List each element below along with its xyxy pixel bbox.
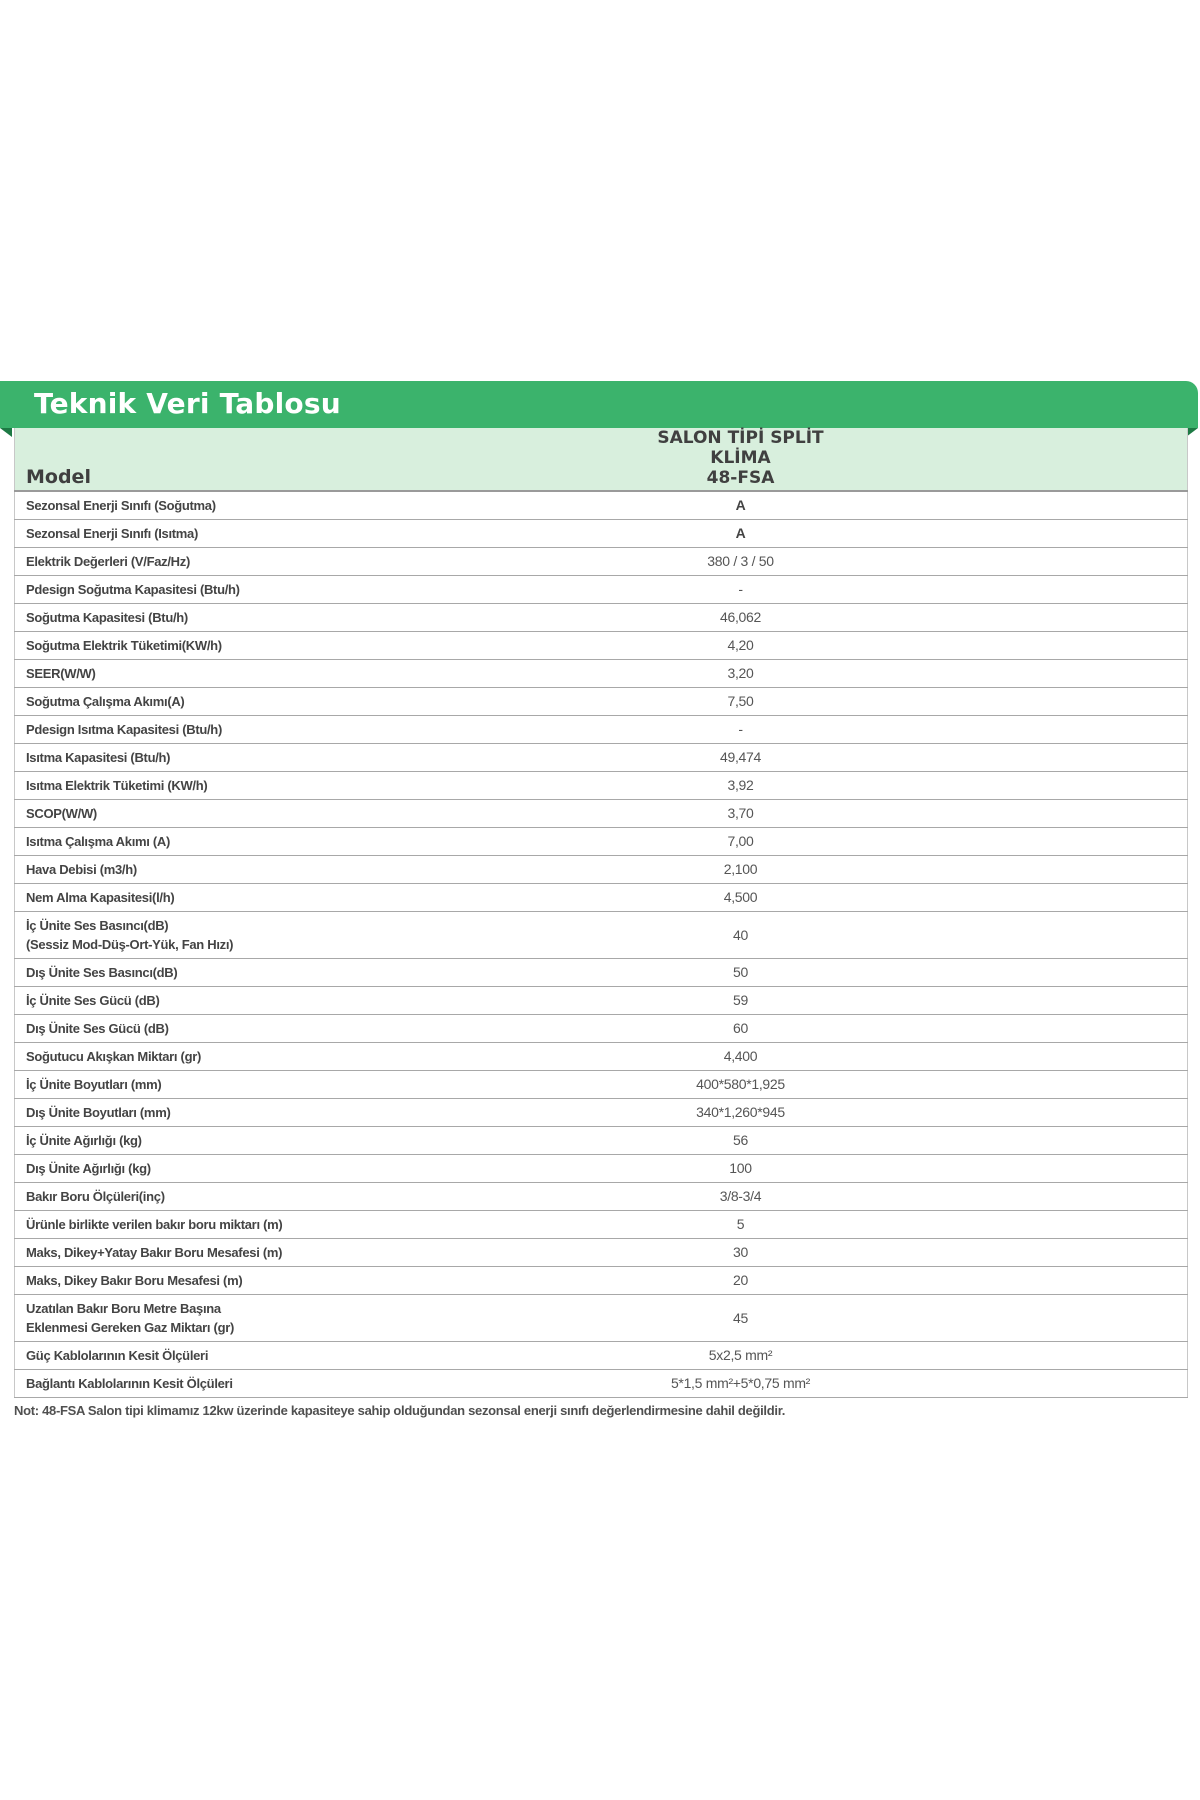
spec-label-text: Uzatılan Bakır Boru Metre Başına xyxy=(26,1301,221,1316)
spec-label xyxy=(15,1127,419,1155)
spec-label xyxy=(15,1342,419,1370)
spec-value-text: 3/8-3/4 xyxy=(719,1188,762,1204)
spec-label xyxy=(15,828,419,856)
spec-value xyxy=(419,987,1188,1015)
table-row xyxy=(15,688,1188,716)
spec-label xyxy=(15,1043,419,1071)
spec-label xyxy=(15,1071,419,1099)
spec-label-text: Dış Ünite Ses Basıncı(dB) xyxy=(26,965,178,980)
spec-label xyxy=(15,1239,419,1267)
spec-table-body xyxy=(15,491,1188,1398)
table-row xyxy=(15,987,1188,1015)
spec-label xyxy=(15,688,419,716)
spec-value xyxy=(419,1183,1188,1211)
spec-value xyxy=(419,576,1188,604)
table-row xyxy=(15,1183,1188,1211)
table-row xyxy=(15,912,1188,959)
spec-label-text: Soğutma Kapasitesi (Btu/h) xyxy=(26,610,188,625)
spec-value xyxy=(419,800,1188,828)
spec-label xyxy=(15,576,419,604)
table-row xyxy=(15,828,1188,856)
table-row xyxy=(15,1015,1188,1043)
spec-label-text: İç Ünite Boyutları (mm) xyxy=(26,1077,162,1092)
spec-label xyxy=(15,548,419,576)
spec-label xyxy=(15,884,419,912)
spec-value-text: A xyxy=(735,497,746,513)
spec-label xyxy=(15,800,419,828)
spec-value-text: 20 xyxy=(733,1272,748,1288)
table-row xyxy=(15,1127,1188,1155)
spec-label xyxy=(15,1267,419,1295)
spec-label xyxy=(15,1183,419,1211)
spec-value-text: 340*1,260*945 xyxy=(696,1104,785,1120)
product-model-code: 48-FSA xyxy=(706,468,775,488)
spec-value xyxy=(419,1211,1188,1239)
spec-value xyxy=(419,1239,1188,1267)
spec-value xyxy=(419,884,1188,912)
table-row xyxy=(15,1071,1188,1099)
spec-label-text: İç Ünite Ses Basıncı(dB) xyxy=(26,918,169,933)
product-header xyxy=(419,428,1188,491)
spec-label xyxy=(15,772,419,800)
spec-value-text: 100 xyxy=(729,1160,752,1176)
spec-label-subtext: Eklenmesi Gereken Gaz Miktarı (gr) xyxy=(26,1320,234,1335)
spec-value-text: 46,062 xyxy=(719,609,762,625)
spec-value-text: A xyxy=(735,525,746,541)
spec-value-text: - xyxy=(738,721,743,737)
spec-label-text: Hava Debisi (m3/h) xyxy=(26,862,137,877)
table-row xyxy=(15,1211,1188,1239)
spec-label xyxy=(15,1155,419,1183)
spec-label xyxy=(15,716,419,744)
spec-label-text: İç Ünite Ses Gücü (dB) xyxy=(26,993,160,1008)
spec-value xyxy=(419,604,1188,632)
spec-value-text: 50 xyxy=(733,964,748,980)
spec-label xyxy=(15,856,419,884)
spec-label-text: Güç Kablolarının Kesit Ölçüleri xyxy=(26,1348,209,1363)
spec-label xyxy=(15,491,419,520)
page-title: Teknik Veri Tablosu xyxy=(34,387,341,420)
spec-value-text: 7,50 xyxy=(727,693,754,709)
table-row xyxy=(15,856,1188,884)
spec-label-text: Dış Ünite Ses Gücü (dB) xyxy=(26,1021,169,1036)
table-row xyxy=(15,491,1188,520)
spec-value xyxy=(419,828,1188,856)
spec-value-text: 4,500 xyxy=(723,889,758,905)
table-row xyxy=(15,576,1188,604)
spec-value xyxy=(419,1370,1188,1398)
spec-label-text: Isıtma Elektrik Tüketimi (KW/h) xyxy=(26,778,208,793)
table-row xyxy=(15,959,1188,987)
table-row xyxy=(15,1370,1188,1398)
spec-label xyxy=(15,1370,419,1398)
spec-table xyxy=(14,428,1188,1398)
spec-value-text: 400*580*1,925 xyxy=(696,1076,785,1092)
spec-value xyxy=(419,1155,1188,1183)
spec-value xyxy=(419,632,1188,660)
spec-label-text: Soğutma Elektrik Tüketimi(KW/h) xyxy=(26,638,222,653)
spec-label-text: Sezonsal Enerji Sınıfı (Soğutma) xyxy=(26,498,216,513)
table-row xyxy=(15,632,1188,660)
spec-value-text: 4,20 xyxy=(727,637,754,653)
spec-value xyxy=(419,912,1188,959)
spec-label xyxy=(15,632,419,660)
spec-value xyxy=(419,1099,1188,1127)
table-row xyxy=(15,1295,1188,1342)
table-row xyxy=(15,716,1188,744)
spec-value xyxy=(419,1043,1188,1071)
spec-label xyxy=(15,1295,419,1342)
spec-label-text: Bakır Boru Ölçüleri(inç) xyxy=(26,1189,165,1204)
spec-value-text: 49,474 xyxy=(719,749,762,765)
table-row xyxy=(15,1043,1188,1071)
spec-label-text: Elektrik Değerleri (V/Faz/Hz) xyxy=(26,554,190,569)
spec-label-text: Soğutma Çalışma Akımı(A) xyxy=(26,694,185,709)
spec-value-text: 5*1,5 mm²+5*0,75 mm² xyxy=(670,1375,811,1391)
spec-label xyxy=(15,987,419,1015)
table-row xyxy=(15,744,1188,772)
spec-label-text: Maks, Dikey+Yatay Bakır Boru Mesafesi (m) xyxy=(26,1245,283,1260)
spec-value xyxy=(419,856,1188,884)
table-row xyxy=(15,1267,1188,1295)
spec-label-text: SCOP(W/W) xyxy=(26,806,97,821)
spec-value xyxy=(419,548,1188,576)
table-row xyxy=(15,800,1188,828)
spec-value-text: 3,92 xyxy=(727,777,754,793)
table-row xyxy=(15,660,1188,688)
spec-value xyxy=(419,688,1188,716)
spec-label-text: Dış Ünite Ağırlığı (kg) xyxy=(26,1161,151,1176)
spec-value xyxy=(419,772,1188,800)
table-row xyxy=(15,772,1188,800)
spec-value-text: 56 xyxy=(733,1132,748,1148)
spec-label xyxy=(15,660,419,688)
spec-label-text: Soğutucu Akışkan Miktarı (gr) xyxy=(26,1049,202,1064)
spec-value-text: 3,70 xyxy=(727,805,754,821)
model-header: Model xyxy=(15,428,419,491)
spec-value-text: 5x2,5 mm² xyxy=(708,1347,773,1363)
product-line-name: SALON TİPİ SPLİT KLİMA xyxy=(657,428,824,468)
table-row xyxy=(15,1342,1188,1370)
spec-value-text: 40 xyxy=(733,926,748,943)
spec-label-text: Pdesign Soğutma Kapasitesi (Btu/h) xyxy=(26,582,240,597)
spec-label-text: Bağlantı Kablolarının Kesit Ölçüleri xyxy=(26,1376,233,1391)
spec-label-text: Nem Alma Kapasitesi(l/h) xyxy=(26,890,175,905)
table-row xyxy=(15,548,1188,576)
spec-label-text: Sezonsal Enerji Sınıfı (Isıtma) xyxy=(26,526,199,541)
spec-value-text: 5 xyxy=(736,1216,745,1232)
spec-label-subtext: (Sessiz Mod-Düş-Ort-Yük, Fan Hızı) xyxy=(26,937,234,952)
spec-label-text: Pdesign Isıtma Kapasitesi (Btu/h) xyxy=(26,722,222,737)
spec-label xyxy=(15,1211,419,1239)
table-row xyxy=(15,1155,1188,1183)
spec-value-text: 7,00 xyxy=(727,833,754,849)
spec-value xyxy=(419,1342,1188,1370)
spec-value xyxy=(419,1127,1188,1155)
spec-value xyxy=(419,491,1188,520)
table-row xyxy=(15,604,1188,632)
spec-value-text: 4,400 xyxy=(723,1048,758,1064)
spec-value xyxy=(419,1295,1188,1342)
spec-value-text: - xyxy=(738,581,743,597)
spec-label xyxy=(15,604,419,632)
spec-label-text: Ürünle birlikte verilen bakır boru miktarı (m) xyxy=(26,1217,283,1232)
banner-fold-left xyxy=(0,428,12,437)
spec-table-container xyxy=(14,428,1187,1398)
footnote: Not: 48-FSA Salon tipi klimamız 12kw üzerinde kapasiteye sahip olduğundan sezonsal enerji sınıfı değerlendirmesine dahil değildir. xyxy=(14,1403,786,1418)
spec-value-text: 59 xyxy=(733,992,748,1008)
spec-label-text: İç Ünite Ağırlığı (kg) xyxy=(26,1133,142,1148)
spec-value xyxy=(419,660,1188,688)
table-row xyxy=(15,884,1188,912)
spec-value-text: 30 xyxy=(733,1244,748,1260)
table-header-row xyxy=(15,428,1188,491)
table-row xyxy=(15,1239,1188,1267)
spec-value xyxy=(419,1267,1188,1295)
spec-value-text: 380 / 3 / 50 xyxy=(707,553,774,569)
spec-value-text: 3,20 xyxy=(727,665,754,681)
spec-label xyxy=(15,744,419,772)
spec-value xyxy=(419,959,1188,987)
spec-label-text: Maks, Dikey Bakır Boru Mesafesi (m) xyxy=(26,1273,243,1288)
spec-label-text: Dış Ünite Boyutları (mm) xyxy=(26,1105,171,1120)
spec-label xyxy=(15,912,419,959)
spec-label xyxy=(15,959,419,987)
table-row xyxy=(15,1099,1188,1127)
spec-value xyxy=(419,744,1188,772)
spec-label-text: Isıtma Çalışma Akımı (A) xyxy=(26,834,171,849)
spec-value-text: 2,100 xyxy=(723,861,758,877)
spec-label xyxy=(15,520,419,548)
spec-label-text: Isıtma Kapasitesi (Btu/h) xyxy=(26,750,171,765)
spec-label-text: SEER(W/W) xyxy=(26,666,96,681)
spec-value xyxy=(419,1015,1188,1043)
spec-label xyxy=(15,1099,419,1127)
spec-value-text: 60 xyxy=(733,1020,748,1036)
spec-value xyxy=(419,716,1188,744)
spec-label xyxy=(15,1015,419,1043)
spec-value-text: 45 xyxy=(733,1309,748,1326)
table-row xyxy=(15,520,1188,548)
spec-value xyxy=(419,1071,1188,1099)
spec-value xyxy=(419,520,1188,548)
